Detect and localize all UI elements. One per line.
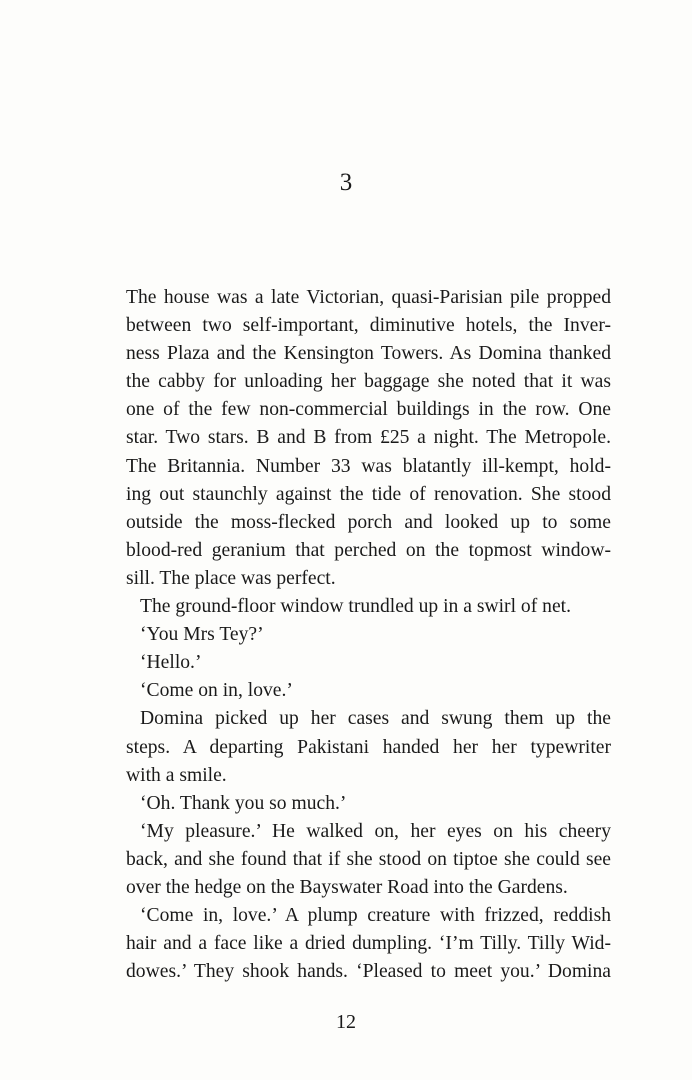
- text-line: ‘Come in, love.’ A plump creature with frizzed, reddish: [140, 905, 611, 927]
- text-line: ‘Oh. Thank you so much.’: [140, 792, 347, 814]
- text-line: ‘Hello.’: [140, 652, 202, 674]
- text-line: outside the moss-flecked porch and looked up to some: [126, 511, 611, 533]
- text-line: the cabby for unloading her baggage she noted that it was: [126, 371, 611, 393]
- page-number: 12: [336, 1011, 356, 1033]
- text-line: blood-red geranium that perched on the topmost window-: [126, 539, 611, 561]
- text-line: The ground-floor window trundled up in a swirl of net.: [140, 596, 571, 618]
- text-line: back, and she found that if she stood on tiptoe she could see: [126, 848, 611, 870]
- text-line: The house was a late Victorian, quasi-Parisian pile propped: [126, 287, 611, 308]
- text-line: dowes.’ They shook hands. ‘Pleased to meet you.’ Domina: [126, 961, 611, 983]
- text-line: Domina picked up her cases and swung them up the: [140, 708, 611, 730]
- text-line: between two self-important, diminutive hotels, the Inver-: [126, 315, 611, 337]
- text-line: ‘My pleasure.’ He walked on, her eyes on his cheery: [140, 820, 611, 842]
- text-line: ing out staunchly against the tide of renovation. She stood: [126, 483, 611, 505]
- text-line: ‘You Mrs Tey?’: [140, 624, 264, 646]
- text-line: sill. The place was perfect.: [126, 567, 336, 589]
- text-line: steps. A departing Pakistani handed her her typewriter: [126, 736, 611, 758]
- text-line: ‘Come on in, love.’: [140, 680, 293, 702]
- text-line: hair and a face like a dried dumpling. ‘I’m Tilly. Tilly Wid-: [126, 933, 611, 955]
- body-text: [126, 284, 611, 986]
- text-line: over the hedge on the Bayswater Road into the Gardens.: [126, 876, 568, 898]
- text-line: The Britannia. Number 33 was blatantly ill-kempt, hold-: [126, 455, 611, 477]
- chapter-number: 3: [339, 169, 353, 196]
- text-line: star. Two stars. B and B from £25 a night. The Metropole.: [126, 427, 611, 449]
- text-line: one of the few non-commercial buildings in the row. One: [126, 399, 611, 421]
- text-line: with a smile.: [126, 764, 227, 786]
- text-line: ness Plaza and the Kensington Towers. As Domina thanked: [126, 343, 611, 365]
